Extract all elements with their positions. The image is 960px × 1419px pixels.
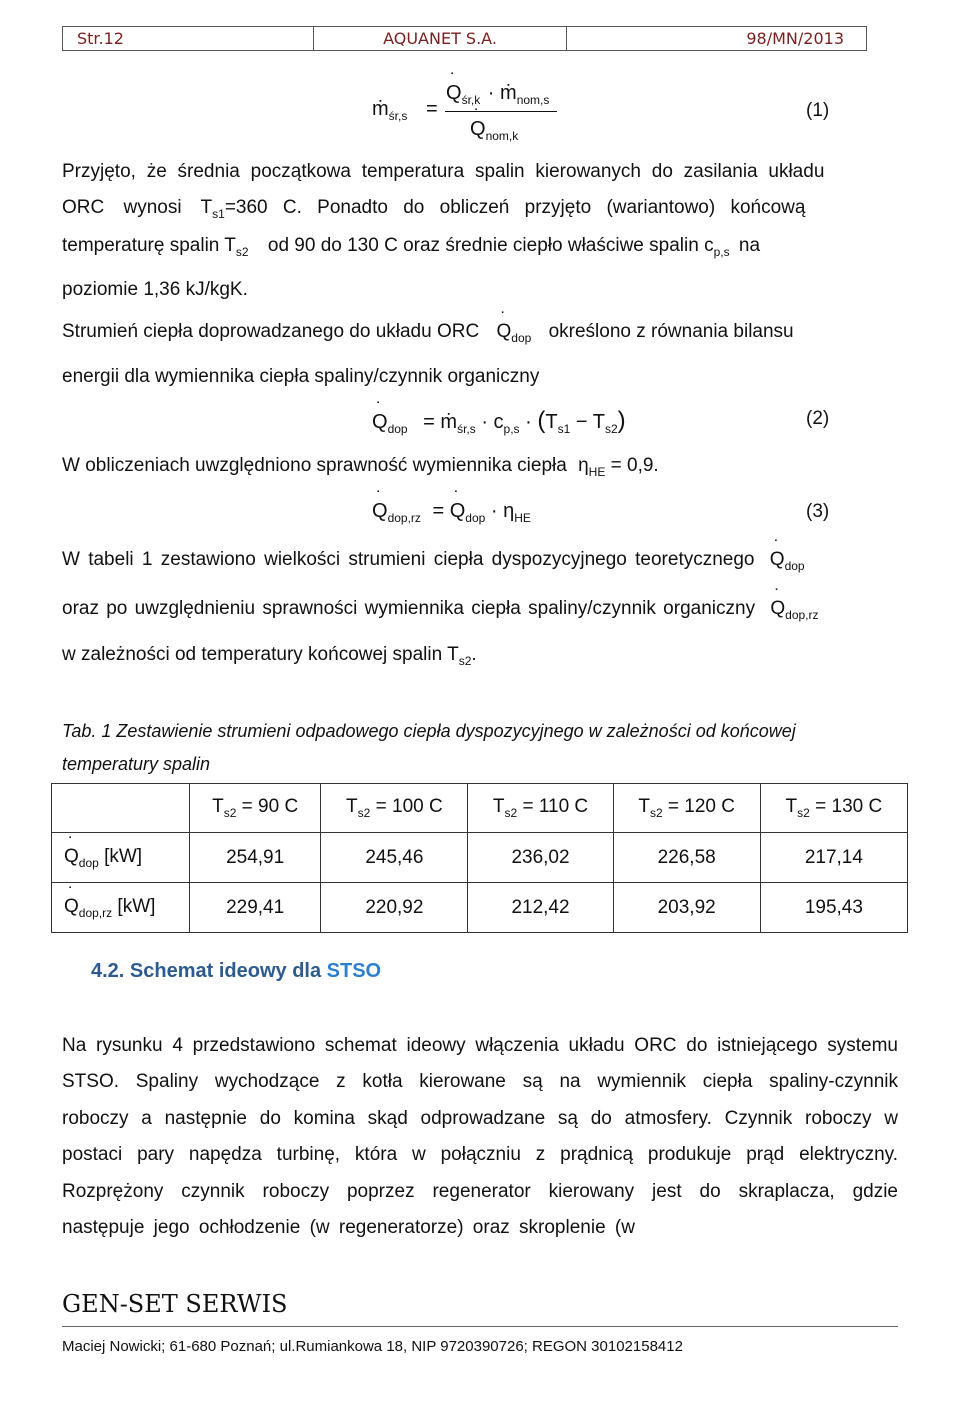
table-cell: 236,02	[468, 833, 613, 883]
header-page-number: Str.12	[63, 27, 314, 50]
para2-line2: energii dla wymiennika ciepła spaliny/czynnik organiczny	[62, 366, 540, 387]
para4-line1: W tabeli 1 zestawiono wielkości strumieni ciepła dyspozycyjnego teoretycznego ˙ $Q_{dop}$	[62, 549, 898, 573]
eq1-number: (1)	[806, 100, 830, 121]
table-corner-cell	[52, 784, 190, 833]
para4-line2: oraz po uwzględnieniu sprawności wymiennika ciepła spaliny/czynnik organiczny ˙ $Q_{dop,rz}$	[62, 598, 898, 622]
table-cell: 245,46	[321, 833, 468, 883]
footer-address: Maciej Nowicki; 61-680 Poznań; ul.Rumiankowa 18, NIP 9720390726; REGON 30102158412	[62, 1338, 683, 1355]
equation-2: ˙ $Q_{dop}$ = ṁ$_{śr,s}$ · $c_{p,s} \cdot (T_{s1} - T_{s2})$	[372, 407, 626, 436]
para1-line2: ORC wynosi $T_{s1}=360$ C. Ponadto do obliczeń przyjęto (wariantowo) końcową	[62, 197, 806, 221]
equation-3: ˙ $Q_{dop,rz}$ = ˙ $Q_{dop} \cdot \eta_{HE}$	[372, 500, 531, 525]
para1-line3: temperaturę spalin $T_{s2}$ od 90 do 130 C oraz średnie ciepło właściwe spalin $c_{p,s}$ na	[62, 235, 761, 259]
page-header	[62, 26, 867, 51]
header-company: AQUANET S.A.	[314, 27, 567, 50]
eq2-number: (2)	[806, 408, 830, 429]
para1-line4: poziomie 1,36 kJ/kgK.	[62, 279, 248, 300]
eq1-lhs: ṁ$_{śr,s}$	[372, 98, 408, 123]
para1-line1: Przyjęto, że średnia początkowa temperatura spalin kierowanych do zasilania układu	[62, 161, 825, 182]
footer-divider	[62, 1326, 898, 1327]
eq3-number: (3)	[806, 501, 830, 522]
table-row	[52, 883, 908, 933]
table-caption: Tab. 1 Zestawienie strumieni odpadowego ciepła dyspozycyjnego w zależności od końcowej temperatury spalin	[62, 721, 796, 774]
table-cell: 203,92	[613, 883, 760, 933]
eq1-denominator: ˙ $Q_{nom,k}$	[470, 118, 518, 143]
eq1-numerator: ˙ $Q_{śr,k}$ · ṁ$_{nom,s}$	[446, 82, 549, 107]
table-cell: 195,43	[760, 883, 907, 933]
header-document-number: 98/MN/2013	[746, 29, 844, 48]
table-row-label: ˙ $Q_{dop}$ [kW]	[52, 833, 190, 883]
table-header-row	[52, 784, 908, 833]
para2-line1: Strumień ciepła doprowadzanego do układu ORC ˙ $Q_{dop}$ określono z równania bilansu	[62, 321, 898, 345]
table-cell: 212,42	[468, 883, 613, 933]
eq1-equals: =	[426, 98, 438, 120]
section-heading: 4.2. Schemat ideowy dla STSO	[91, 960, 382, 982]
para3: W obliczeniach uwzględniono sprawność wymiennika ciepła $\eta_{HE} = 0,9$.	[62, 455, 659, 479]
eq1-fraction-bar	[445, 111, 557, 112]
table-cell: 226,58	[613, 833, 760, 883]
table-row	[52, 833, 908, 883]
table-cell: 254,91	[190, 833, 321, 883]
para5: Na rysunku 4 przedstawiono schemat ideowy włączenia układu ORC do istniejącego systemu STSO. Spaliny wychodzące z kotła kierowane są na wymiennik ciepła spaliny-czynnik roboczy a następnie do komina skąd odprowadzane są do atmosfery. Czynnik roboczy w postaci pary napędza turbinę, która w połączniu z prądnicą produkuje prąd elektryczny. Rozprężony czynnik roboczy poprzez regenerator kierowany jest do skraplacza, gdzie następuje jego ochłodzenie (w regeneratorze) oraz skroplenie (w	[62, 1035, 898, 1239]
table-cell: 217,14	[760, 833, 907, 883]
para4-line3: w zależności od temperatury końcowej spalin $T_{s2}$.	[62, 644, 477, 668]
table-header-cell: $T_{s2} = 130$ C	[760, 784, 907, 833]
table-cell: 220,92	[321, 883, 468, 933]
footer-company-title: GEN-SET SERWIS	[62, 1290, 288, 1318]
table-cell: 229,41	[190, 883, 321, 933]
table-header-cell: $T_{s2} = 100$ C	[321, 784, 468, 833]
table-header-cell: $T_{s2} = 120$ C	[613, 784, 760, 833]
table-row-label: ˙ $Q_{dop,rz}$ [kW]	[52, 883, 190, 933]
table-header-cell: $T_{s2} = 110$ C	[468, 784, 613, 833]
data-table	[51, 783, 908, 933]
table-header-cell: $T_{s2} = 90$ C	[190, 784, 321, 833]
